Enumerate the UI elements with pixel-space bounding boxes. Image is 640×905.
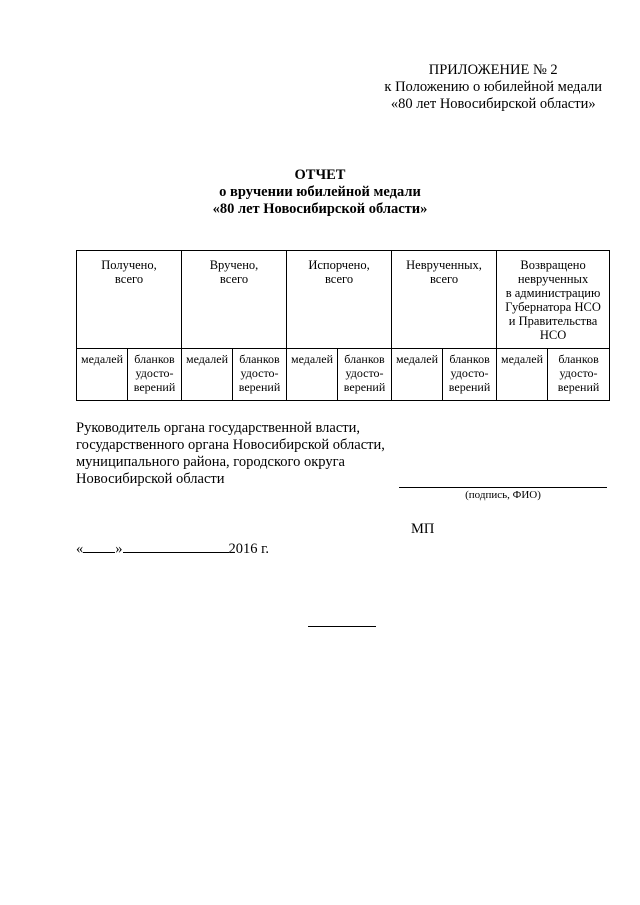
subheader-forms: бланков удосто- верений — [443, 349, 497, 401]
subheader-medals: медалей — [287, 349, 338, 401]
header-returned: Возвращено неврученных в администрацию Губернатора НСО и Правительства НСО — [497, 251, 610, 349]
header-spoiled: Испорчено, всего — [287, 251, 392, 349]
stamp-place: МП — [411, 521, 435, 537]
appendix-header — [384, 62, 602, 113]
date-line — [76, 540, 269, 558]
signer-line-2: государственного органа Новосибирской области, — [76, 437, 385, 453]
signer-line-1: Руководитель органа государственной власти, — [76, 420, 360, 436]
signer-line-4: Новосибирской области — [76, 471, 225, 487]
day-blank[interactable] — [83, 540, 115, 553]
header-awarded: Вручено, всего — [182, 251, 287, 349]
subheader-medals: медалей — [497, 349, 548, 401]
table-header-row — [77, 251, 610, 349]
subheader-forms: бланков удосто- верений — [128, 349, 182, 401]
header-not-awarded: Неврученных, всего — [392, 251, 497, 349]
signature-caption: (подпись, ФИО) — [465, 489, 541, 501]
title-line-3: «80 лет Новосибирской области» — [212, 201, 428, 217]
signer-block — [76, 420, 385, 488]
subheader-forms: бланков удосто- верений — [338, 349, 392, 401]
month-blank[interactable] — [123, 540, 229, 553]
date-year: 2016 г. — [228, 541, 270, 557]
date-open-quote: « — [76, 541, 84, 557]
footer-rule — [308, 626, 376, 627]
subheader-forms: бланков удосто- верений — [233, 349, 287, 401]
subheader-medals: медалей — [392, 349, 443, 401]
header-received: Получено, всего — [77, 251, 182, 349]
appendix-reference: к Положению о юбилейной медали — [384, 79, 602, 95]
table-subheader-row — [77, 349, 610, 401]
appendix-number: ПРИЛОЖЕНИЕ № 2 — [428, 62, 558, 78]
title-line-1: ОТЧЕТ — [294, 167, 346, 183]
date-close-quote: » — [115, 541, 123, 557]
report-table — [76, 250, 610, 401]
signature-line[interactable] — [399, 487, 607, 488]
signer-line-3: муниципального района, городского округа — [76, 454, 345, 470]
title-line-2: о вручении юбилейной медали — [219, 184, 421, 200]
subheader-medals: медалей — [77, 349, 128, 401]
subheader-forms: бланков удосто- верений — [548, 349, 610, 401]
subheader-medals: медалей — [182, 349, 233, 401]
appendix-medal-name: «80 лет Новосибирской области» — [390, 96, 596, 112]
report-title — [0, 167, 640, 218]
